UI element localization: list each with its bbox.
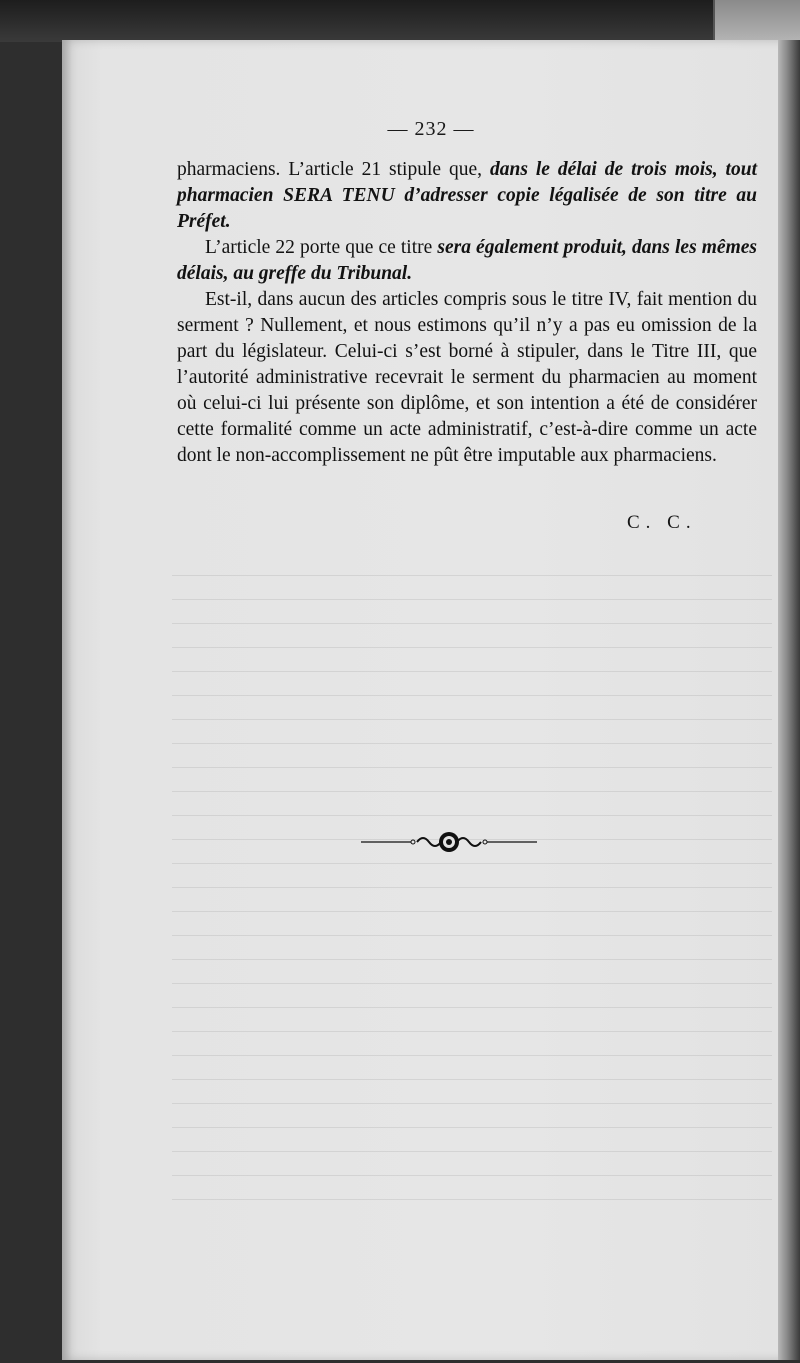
binding-edge [713,0,800,42]
paragraph-2-italic: sera également produit, dans les mêmes délais, au greffe du Tribunal. [177,237,757,284]
paragraph-1-italic: dans le délai de trois mois, tout pharmacien SERA TENU d’adresser copie légalisée de son titre au Préfet. [177,159,757,232]
signature: C. C. [627,512,697,533]
show-through-text [172,560,772,1200]
paragraph-1-text: pharmaciens. L’article 21 stipule que, [177,159,490,180]
paragraph-3-text: Est-il, dans aucun des articles compris sous le titre IV, fait mention du serment ? Nullement, et nous estimons qu’il n’y a pas eu omission de la part du législateur. Celui-ci s’est borné à stipuler, dans le Titre III, que l’autorité administrative recevrait le serment du pharmacien au moment où celui-ci lui présente son diplôme, et son intention a été de considérer cette formalité comme un acte administratif, c’est-à-dire comme un acte dont le non-accomplissement ne pût être imputable aux pharmaciens. [177,289,757,466]
decorative-ornament-icon [359,825,539,859]
paragraph-3 [177,287,757,469]
page-number: — 232 — [387,118,475,140]
paragraph-1 [177,157,757,235]
page-right-shadow [778,40,800,1360]
scan-top-border [0,0,800,42]
body-text [177,157,757,469]
paragraph-2 [177,235,757,287]
paragraph-2-text: L’article 22 porte que ce titre [205,237,438,258]
book-page [62,40,800,1360]
